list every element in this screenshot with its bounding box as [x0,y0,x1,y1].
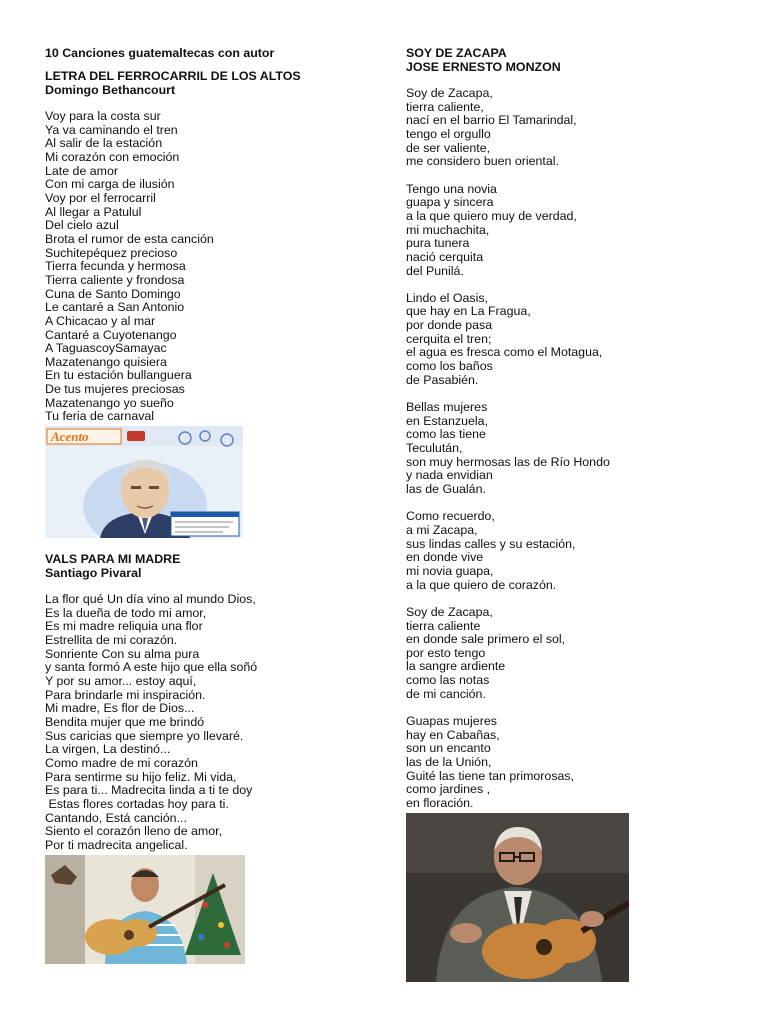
lyric-line: las de la Unión, [406,755,492,770]
lyric-line: De tus mujeres preciosas [45,382,185,397]
lyric-line: y nada envidian [406,468,493,483]
lyric-line: La flor qué Un día vino al mundo Dios, [45,592,256,606]
lyric-line: Late de amor [45,163,119,178]
lyric-line: como jardines , [406,782,491,797]
lyric-line: de mi canción. [406,686,486,701]
lyric-line: A TaguascoySamayac [45,341,167,356]
lyric-line: nací en el barrio El Tamarindal, [406,113,577,128]
lyric-line: Voy por el ferrocarril [45,190,156,205]
lyric-line: Como recuerdo, [406,509,495,524]
lyric-line: Del cielo azul [45,218,119,233]
lyric-line: Tu feria de carnaval [45,409,155,424]
lyric-line: Teculután, [406,441,463,456]
lyric-line: por donde pasa [406,318,493,333]
lyric-line: mi novia guapa, [406,563,494,578]
lyric-line: Cuna de Santo Domingo [45,286,181,301]
lyric-line: tengo el orgullo [406,126,491,141]
lyric-line: de ser valiente, [406,140,491,155]
stanza-gap [406,169,736,183]
lyric-line: Y por su amor... estoy aquí, [45,673,197,688]
lyric-line: hay en Cabañas, [406,727,500,742]
lyric-line: Le cantaré a San Antonio [45,300,185,315]
vals-section [45,552,365,852]
lyric-line: me considero buen oriental. [406,154,559,169]
lyric-line: Sus caricias que siempre yo llevaré. [45,728,244,743]
lyric-line: de Pasabién. [406,372,479,387]
lyric-line: Mi corazón con emoción [45,149,180,164]
lyric-line: Mi madre, Es flor de Dios... [45,701,195,716]
stanza-gap [406,592,736,606]
lyric-line: tierra caliente [406,618,481,633]
magazine-brand: Acento [51,429,89,444]
lyric-line: Como madre de mi corazón [45,755,198,770]
stanza-gap [406,278,736,292]
lyric-line: Cantaré a Cuyotenango [45,327,177,342]
guitarist-photo-right [406,813,629,982]
lyric-line: Cantando, Está canción... [45,810,187,825]
lyric-line: Para brindarle mi inspiración. [45,687,206,702]
lyric-line: en donde sale primero el sol, [406,632,566,647]
lyric-line: Soy de Zacapa, [406,604,493,619]
lyric-line: Guapas mujeres [406,714,497,729]
lyric-line: Estas flores cortadas hoy para ti. [45,796,229,811]
lyric-line: como las notas [406,673,490,688]
lyric-line: del Punilá. [406,263,464,278]
left-column [45,46,365,424]
lyric-line: guapa y sincera [406,195,494,210]
lyric-line: Tengo una novia [406,181,497,196]
lyric-line: a la que quiero muy de verdad, [406,208,577,223]
lyric-line: son un encanto [406,741,491,756]
lyric-line: Al llegar a Patulul [45,204,142,219]
lyric-line: Bellas mujeres [406,400,488,415]
lyrics-zacapa [406,87,736,811]
magazine-cover-image [45,426,243,538]
lyric-line: que hay en La Fragua, [406,304,531,319]
lyric-line: Sonriente Con su alma pura [45,646,200,661]
song-author-zacapa: JOSE ERNESTO MONZON [406,60,561,74]
lyric-line: como las tiene [406,427,486,442]
right-column [406,46,736,811]
lyric-line: Voy para la costa sur [45,109,161,123]
lyric-line: en Estanzuela, [406,413,488,428]
lyric-line: Tierra caliente y frondosa [45,272,185,287]
lyric-line: Mazatenango yo sueño [45,395,174,410]
lyric-line: Guité las tiene tan primorosas, [406,768,575,783]
lyric-line: las de Gualán. [406,481,486,496]
lyrics-ferrocarril [45,110,365,424]
lyrics-vals [45,593,365,852]
song-author-ferrocarril: Domingo Bethancourt [45,83,176,97]
song-author-vals: Santiago Pivaral [45,566,142,580]
lyric-line: En tu estación bullanguera [45,368,192,383]
lyric-line: pura tunera [406,236,470,251]
song-title-ferrocarril: LETRA DEL FERROCARRIL DE LOS ALTOS [45,69,301,83]
lyric-line: Lindo el Oasis, [406,290,488,305]
song-title-zacapa: SOY DE ZACAPA [406,46,507,60]
lyric-line: en donde vive [406,550,484,565]
lyric-line: Por ti madrecita angelical. [45,837,188,852]
lyric-line: La virgen, La destinó... [45,742,171,757]
lyric-line: Mazatenango quisiera [45,354,167,369]
lyric-line: a mi Zacapa, [406,522,478,537]
stanza-gap [406,497,736,511]
lyric-line: mi muchachita, [406,222,490,237]
lyric-line: Tierra fecunda y hermosa [45,259,186,274]
lyric-line: el agua es fresca como el Motagua, [406,345,603,360]
lyric-line: Estrellita de mi corazón. [45,632,178,647]
portrait-illustration [45,426,243,538]
lyric-line: Al salir de la estación [45,136,163,151]
lyric-line: Para sentirme su hijo feliz. Mi vida, [45,769,237,784]
lyric-line: Es la dueña de todo mi amor, [45,605,207,620]
stanza-gap [406,701,736,715]
lyric-line: A Chicacao y al mar [45,313,156,328]
lyric-line: Soy de Zacapa, [406,86,493,100]
lyric-line: Con mi carga de ilusión [45,177,175,192]
lyric-line: nació cerquita [406,249,484,264]
lyric-line: Es para ti... Madrecita linda a ti te doy [45,783,253,798]
song-title-vals: VALS PARA MI MADRE [45,552,181,566]
lyric-line: sus lindas calles y su estación, [406,536,576,551]
lyric-line: Brota el rumor de esta canción [45,231,214,246]
lyric-line: Es mi madre reliquia una flor [45,619,203,634]
lyric-line: cerquita el tren; [406,331,492,346]
lyric-line: tierra caliente, [406,99,484,114]
lyric-line: Ya va caminando el tren [45,122,178,137]
lyric-line: son muy hermosas las de Río Hondo [406,454,610,469]
lyric-line: a la que quiero de corazón. [406,577,557,592]
lyric-line: Siento el corazón lleno de amor, [45,824,223,839]
lyric-line: la sangre ardiente [406,659,506,674]
stanza-gap [406,387,736,401]
lyric-line: como los baños [406,359,493,374]
lyric-line: y santa formó A este hijo que ella soñó [45,660,258,675]
lyric-line: por esto tengo [406,645,486,660]
guitarist-photo-left [45,855,245,964]
lyric-line: Bendita mujer que me brindó [45,714,205,729]
document-title: 10 Canciones guatemaltecas con autor [45,46,275,60]
lyric-line: en floración. [406,796,474,811]
lyric-line: Suchitepéquez precioso [45,245,178,260]
